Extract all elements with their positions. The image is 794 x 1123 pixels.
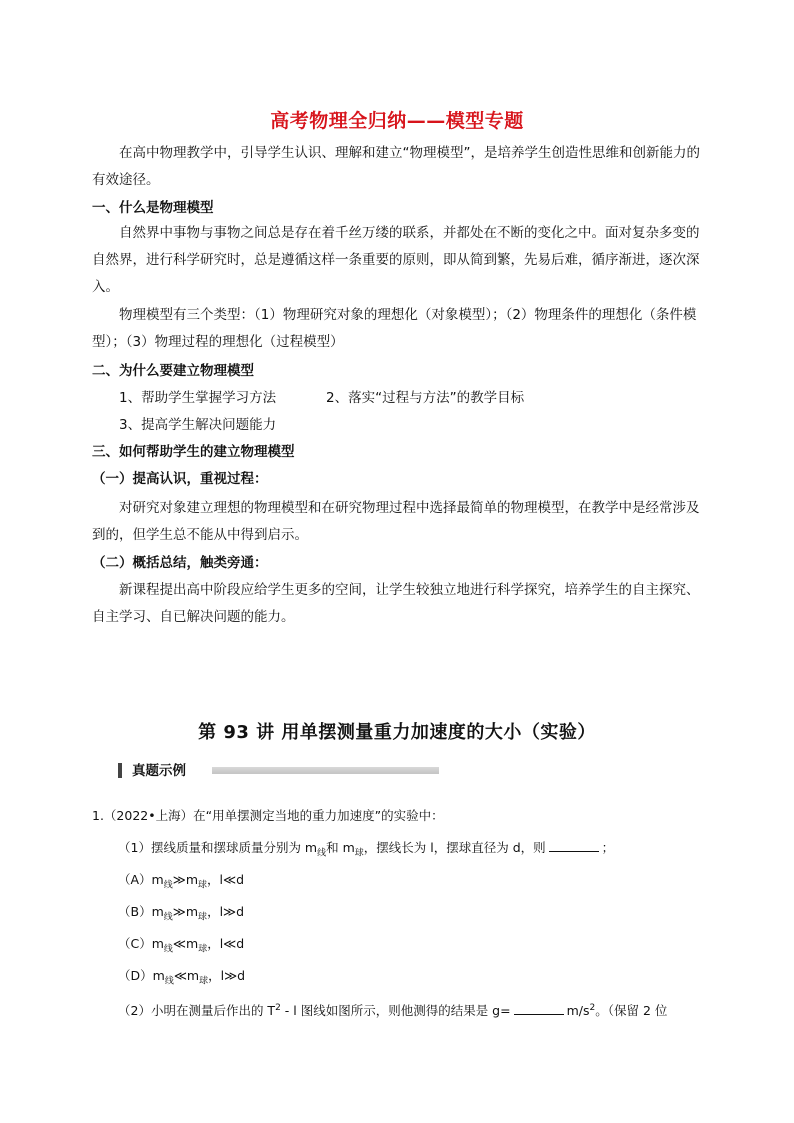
part2-unit: m/s: [566, 1003, 590, 1019]
part2-superscript: 2: [275, 1003, 281, 1013]
option-d-label: （D）m: [118, 968, 165, 983]
subsection-heading-1: （一）提高认识，重视过程：: [92, 471, 268, 487]
part1-text-c: ，摆线长为 l，摆球直径为 d，则: [363, 840, 546, 855]
section2-item-3: 3、提高学生解决问题能力: [119, 417, 277, 433]
option-c-label: （C）m: [118, 936, 164, 951]
option-c: [118, 933, 244, 961]
option-d-relation: ≪m: [173, 968, 200, 983]
option-c-sub-line: 线: [163, 944, 173, 955]
option-a-condition: ，l≪d: [207, 872, 245, 887]
answer-blank-2[interactable]: [514, 1000, 564, 1015]
option-b-relation: ≫m: [172, 904, 199, 919]
section1-paragraph-1: 自然界中事物与事物之间总是存在着千丝万缕的联系，并都处在不断的变化之中。面对复杂多变的自然界，进行科学研究时，总是遵循这样一条重要的原则，即从简到繁，先易后难，循序渐进，逐次深入。: [92, 225, 700, 295]
part1-text-b: 和 m: [326, 840, 355, 855]
option-d-condition: ，l≫d: [208, 968, 246, 983]
question-part-1: [118, 837, 614, 865]
option-a-sub-line: 线: [163, 880, 173, 891]
section2-item-1: 1、帮助学生掌握学习方法: [119, 390, 277, 406]
option-b-label: （B）m: [118, 904, 164, 919]
section-heading-3: 三、如何帮助学生的建立物理模型: [92, 444, 295, 460]
question-part-2: [118, 997, 667, 1022]
question-stem: 1.（2022•上海）在“用单摆测定当地的重力加速度”的实验中：: [92, 808, 444, 823]
answer-blank-1[interactable]: [549, 837, 599, 852]
part2-text-a: （2）小明在测量后作出的 T: [118, 1003, 276, 1019]
option-a: [118, 869, 244, 897]
option-b-sub-ball: 球: [198, 912, 208, 923]
option-b-sub-line: 线: [163, 912, 173, 923]
part1-text-a: （1）摆线质量和摆球质量分别为 m: [118, 840, 318, 855]
section3-paragraph-1: 对研究对象建立理想的物理模型和在研究物理过程中选择最简单的物理模型，在教学中是经常涉及到的，但学生总不能从中得到启示。: [92, 500, 700, 543]
section-label-text: 真题示例: [132, 763, 186, 779]
option-d-sub-ball: 球: [199, 976, 209, 987]
page-title: 高考物理全归纳——模型专题: [270, 110, 524, 132]
option-d: [118, 965, 245, 993]
option-d-sub-line: 线: [164, 976, 174, 987]
option-c-relation: ≪m: [172, 936, 199, 951]
option-b-condition: ，l≫d: [207, 904, 245, 919]
part1-text-end: ；: [601, 840, 615, 855]
option-b: [118, 901, 244, 929]
option-a-label: （A）m: [118, 872, 164, 887]
section-divider-bar: [212, 767, 439, 774]
section-heading-1: 一、什么是物理模型: [92, 200, 214, 216]
option-a-relation: ≫m: [172, 872, 199, 887]
part2-text-end: 。（保留 2 位: [595, 1003, 668, 1019]
option-c-condition: ，l≪d: [207, 936, 245, 951]
section1-paragraph-2: 物理模型有三个类型：（1）物理研究对象的理想化（对象模型）；（2）物理条件的理想化（条件模型）；（3）物理过程的理想化（过程模型）: [92, 307, 697, 350]
section-heading-2: 二、为什么要建立物理模型: [92, 363, 254, 379]
section2-item-2: 2、落实“过程与方法”的教学目标: [326, 390, 525, 406]
option-c-sub-ball: 球: [198, 944, 208, 955]
part2-text-b: - l 图线如图所示，则他测得的结果是 g=: [280, 1003, 511, 1019]
section-bar-marker: [118, 763, 122, 778]
part2-unit-superscript: 2: [589, 1003, 596, 1013]
subscript-ball: 球: [354, 848, 364, 859]
lecture-title: 第 93 讲 用单摆测量重力加速度的大小（实验）: [198, 722, 596, 743]
subscript-line: 线: [317, 848, 327, 859]
subsection-heading-2: （二）概括总结，触类旁通：: [92, 555, 268, 571]
section3-paragraph-2: 新课程提出高中阶段应给学生更多的空间，让学生较独立地进行科学探究，培养学生的自主探究、自主学习、自已解决问题的能力。: [92, 582, 700, 625]
option-a-sub-ball: 球: [198, 880, 208, 891]
intro-paragraph: 在高中物理教学中，引导学生认识、理解和建立“物理模型”，是培养学生创造性思维和创新能力的有效途径。: [92, 145, 700, 188]
